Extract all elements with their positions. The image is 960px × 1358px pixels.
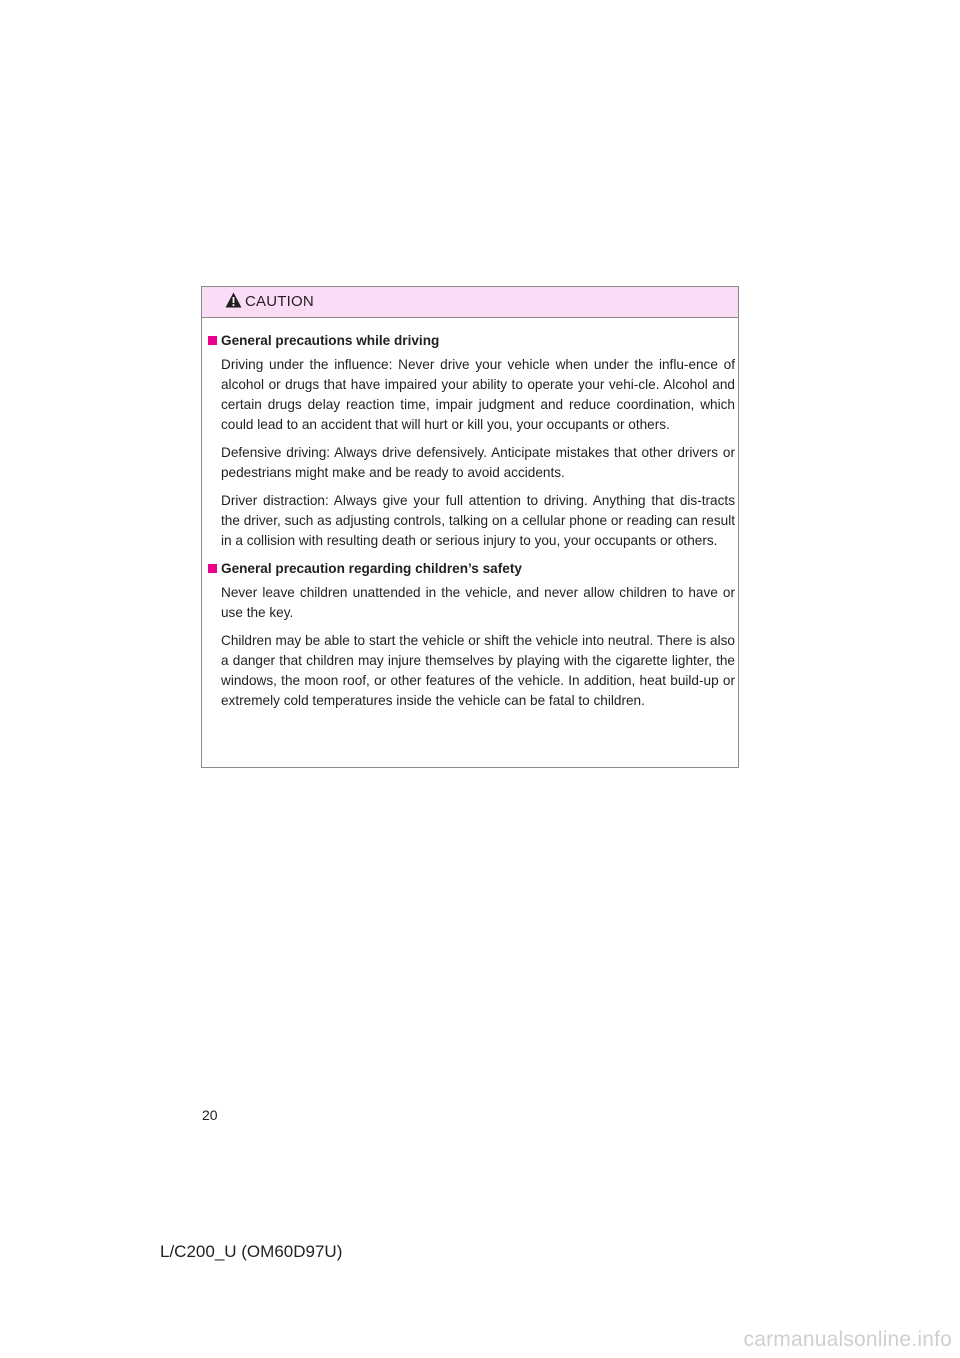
section-heading-text: General precautions while driving xyxy=(221,332,440,348)
paragraph-children-dangers: Children may be able to start the vehicle or shift the vehicle into neutral. There is also a danger that children may injure themselves by playing with the cigarette lighter, the windows, the moon roof, or other features of the vehicle. In addition, heat build-up or extremely cold temperatures inside the vehicle can be fatal to children. xyxy=(221,633,735,708)
watermark: carmanualsonline.info xyxy=(743,1328,952,1351)
caution-body xyxy=(202,318,738,711)
section-heading-text: General precaution regarding children’s safety xyxy=(221,560,522,576)
paragraph-driver-distraction: Driver distraction: Always give your full attention to driving. Anything that dis-tracts the driver, such as adjusting controls, talking on a cellular phone or reading can result in a collision with resulting death or serious injury to you, your occupants or others. xyxy=(221,493,735,548)
bullet-square-icon xyxy=(208,564,217,573)
caution-header xyxy=(202,287,738,318)
paragraph-children-unattended: Never leave children unattended in the vehicle, and never allow children to have or use the key. xyxy=(221,585,735,620)
bullet-square-icon xyxy=(208,336,217,345)
section-heading-children xyxy=(208,559,732,577)
caution-title: CAUTION xyxy=(245,293,314,310)
caution-box xyxy=(201,286,739,768)
section-heading-driving xyxy=(208,331,732,349)
warning-triangle-icon xyxy=(225,292,242,308)
model-code: L/C200_U (OM60D97U) xyxy=(160,1242,343,1261)
paragraph-defensive-driving: Defensive driving: Always drive defensively. Anticipate mistakes that other drivers or pedestrians might make and be ready to avoid accidents. xyxy=(221,445,735,480)
page-number: 20 xyxy=(202,1107,218,1123)
paragraph-driving-influence: Driving under the influence: Never drive your vehicle when under the influ-ence of alcohol or drugs that have impaired your ability to operate your vehi-cle. Alcohol and certain drugs delay reaction time, impair judgment and reduce coordination, which could lead to an accident that will hurt or kill you, your occupants or others. xyxy=(221,357,735,432)
